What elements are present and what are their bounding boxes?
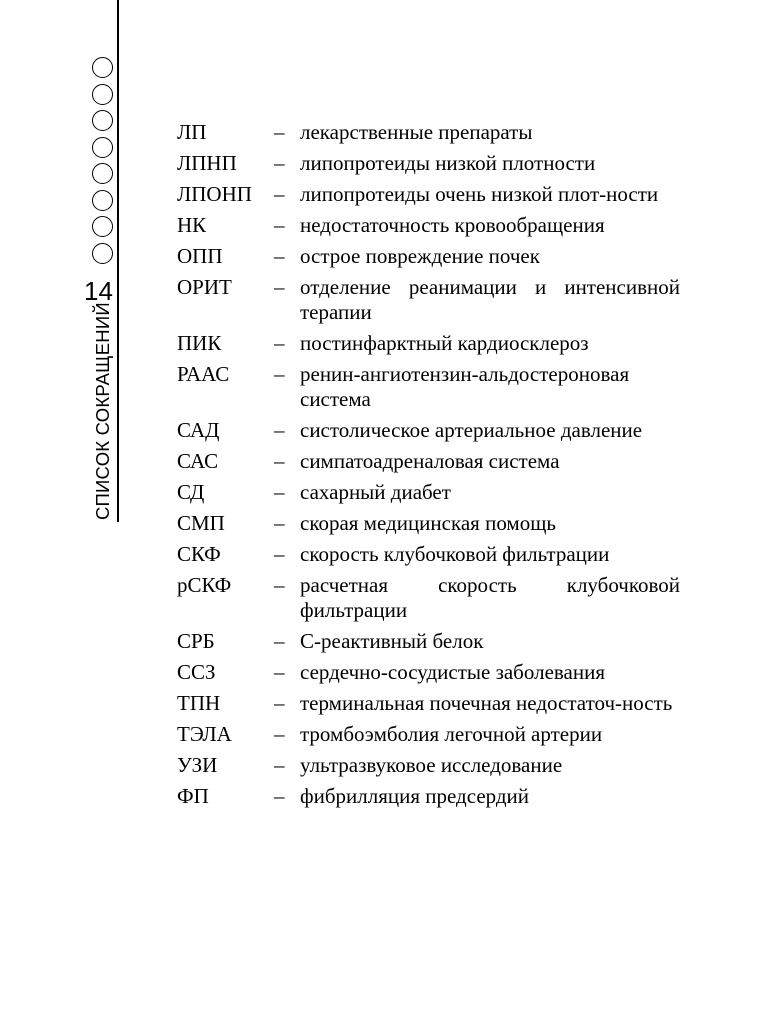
circle-icon — [92, 137, 113, 158]
abbreviation: СМП — [177, 511, 225, 535]
running-head: СПИСОК СОКРАЩЕНИЙ — [92, 302, 113, 520]
abbreviation: СД — [177, 480, 205, 504]
dash: – — [274, 753, 285, 777]
dash: – — [274, 511, 285, 535]
list-item — [177, 753, 680, 778]
dash: – — [274, 362, 285, 386]
page-number: 14 — [84, 276, 113, 306]
abbreviation: ОПП — [177, 244, 223, 268]
definition: скорость клубочковой фильтрации — [300, 542, 610, 566]
list-item — [177, 542, 680, 567]
circle-icon — [92, 216, 113, 237]
abbreviation: САС — [177, 449, 219, 473]
dash: – — [274, 418, 285, 442]
definition: систолическое артериальное давление — [300, 418, 643, 442]
dash: – — [274, 691, 285, 715]
dash: – — [274, 151, 285, 175]
definition: симпатоадреналовая система — [300, 449, 560, 473]
list-item — [177, 784, 680, 809]
list-item — [177, 691, 680, 716]
abbreviation: УЗИ — [177, 753, 218, 777]
abbreviation: ЛПНП — [177, 151, 237, 175]
circle-icon — [92, 57, 113, 78]
dash: – — [274, 784, 285, 808]
list-item — [177, 362, 680, 412]
dash: – — [274, 331, 285, 355]
abbreviation-list — [177, 120, 680, 815]
abbreviation: ПИК — [177, 331, 222, 355]
abbreviation: НК — [177, 213, 207, 237]
dash: – — [274, 244, 285, 268]
list-item — [177, 182, 680, 207]
abbreviation: СКФ — [177, 542, 221, 566]
dash: – — [274, 449, 285, 473]
definition: липопротеиды низкой плотности — [300, 151, 596, 175]
dash: – — [274, 660, 285, 684]
list-item — [177, 480, 680, 505]
list-item — [177, 244, 680, 269]
dash: – — [274, 275, 285, 299]
dash: – — [274, 480, 285, 504]
definition: недостаточность кровообращения — [300, 213, 605, 237]
abbreviation: ЛПОНП — [177, 182, 252, 206]
list-item — [177, 331, 680, 356]
list-item — [177, 151, 680, 176]
definition: ренин-ангиотензин-альдостероновая система — [300, 362, 630, 411]
definition: расчетная скорость клубочковой фильтрации — [300, 573, 680, 622]
abbreviation: СРБ — [177, 629, 215, 653]
abbreviation: САД — [177, 418, 220, 442]
definition: отделение реанимации и интенсивной терапии — [300, 275, 680, 324]
definition: тромбоэмболия легочной артерии — [300, 722, 603, 746]
circle-icon — [92, 163, 113, 184]
list-item — [177, 629, 680, 654]
definition: С-реактивный белок — [300, 629, 484, 653]
list-item — [177, 120, 680, 145]
abbreviation: ФП — [177, 784, 209, 808]
definition: ультразвуковое исследование — [300, 753, 563, 777]
definition: острое повреждение почек — [300, 244, 540, 268]
abbreviation: РААС — [177, 362, 230, 386]
abbreviation: ЛП — [177, 120, 207, 144]
list-item — [177, 213, 680, 238]
list-item — [177, 449, 680, 474]
list-item — [177, 275, 680, 325]
abbreviation: ОРИТ — [177, 275, 232, 299]
list-item — [177, 418, 680, 443]
circle-icon — [92, 84, 113, 105]
definition: сердечно-сосудистые заболевания — [300, 660, 605, 684]
definition: сахарный диабет — [300, 480, 451, 504]
definition: скорая медицинская помощь — [300, 511, 556, 535]
list-item — [177, 511, 680, 536]
list-item — [177, 722, 680, 747]
dash: – — [274, 213, 285, 237]
decorative-circles — [92, 57, 116, 269]
abbreviation: ТЭЛА — [177, 722, 232, 746]
circle-icon — [92, 110, 113, 131]
definition: терминальная почечная недостаточ-ность — [300, 691, 673, 715]
definition: фибрилляция предсердий — [300, 784, 530, 808]
circle-icon — [92, 190, 113, 211]
dash: – — [274, 542, 285, 566]
list-item — [177, 660, 680, 685]
definition: липопротеиды очень низкой плот-ности — [300, 182, 659, 206]
dash: – — [274, 120, 285, 144]
dash: – — [274, 182, 285, 206]
abbreviation: рСКФ — [177, 573, 232, 597]
definition: постинфарктный кардиосклероз — [300, 331, 589, 355]
margin-rule — [117, 0, 119, 522]
list-item — [177, 573, 680, 623]
abbreviation: ТПН — [177, 691, 221, 715]
dash: – — [274, 722, 285, 746]
dash: – — [274, 629, 285, 653]
abbreviation: ССЗ — [177, 660, 216, 684]
circle-icon — [92, 243, 113, 264]
dash: – — [274, 573, 285, 597]
definition: лекарственные препараты — [300, 120, 533, 144]
